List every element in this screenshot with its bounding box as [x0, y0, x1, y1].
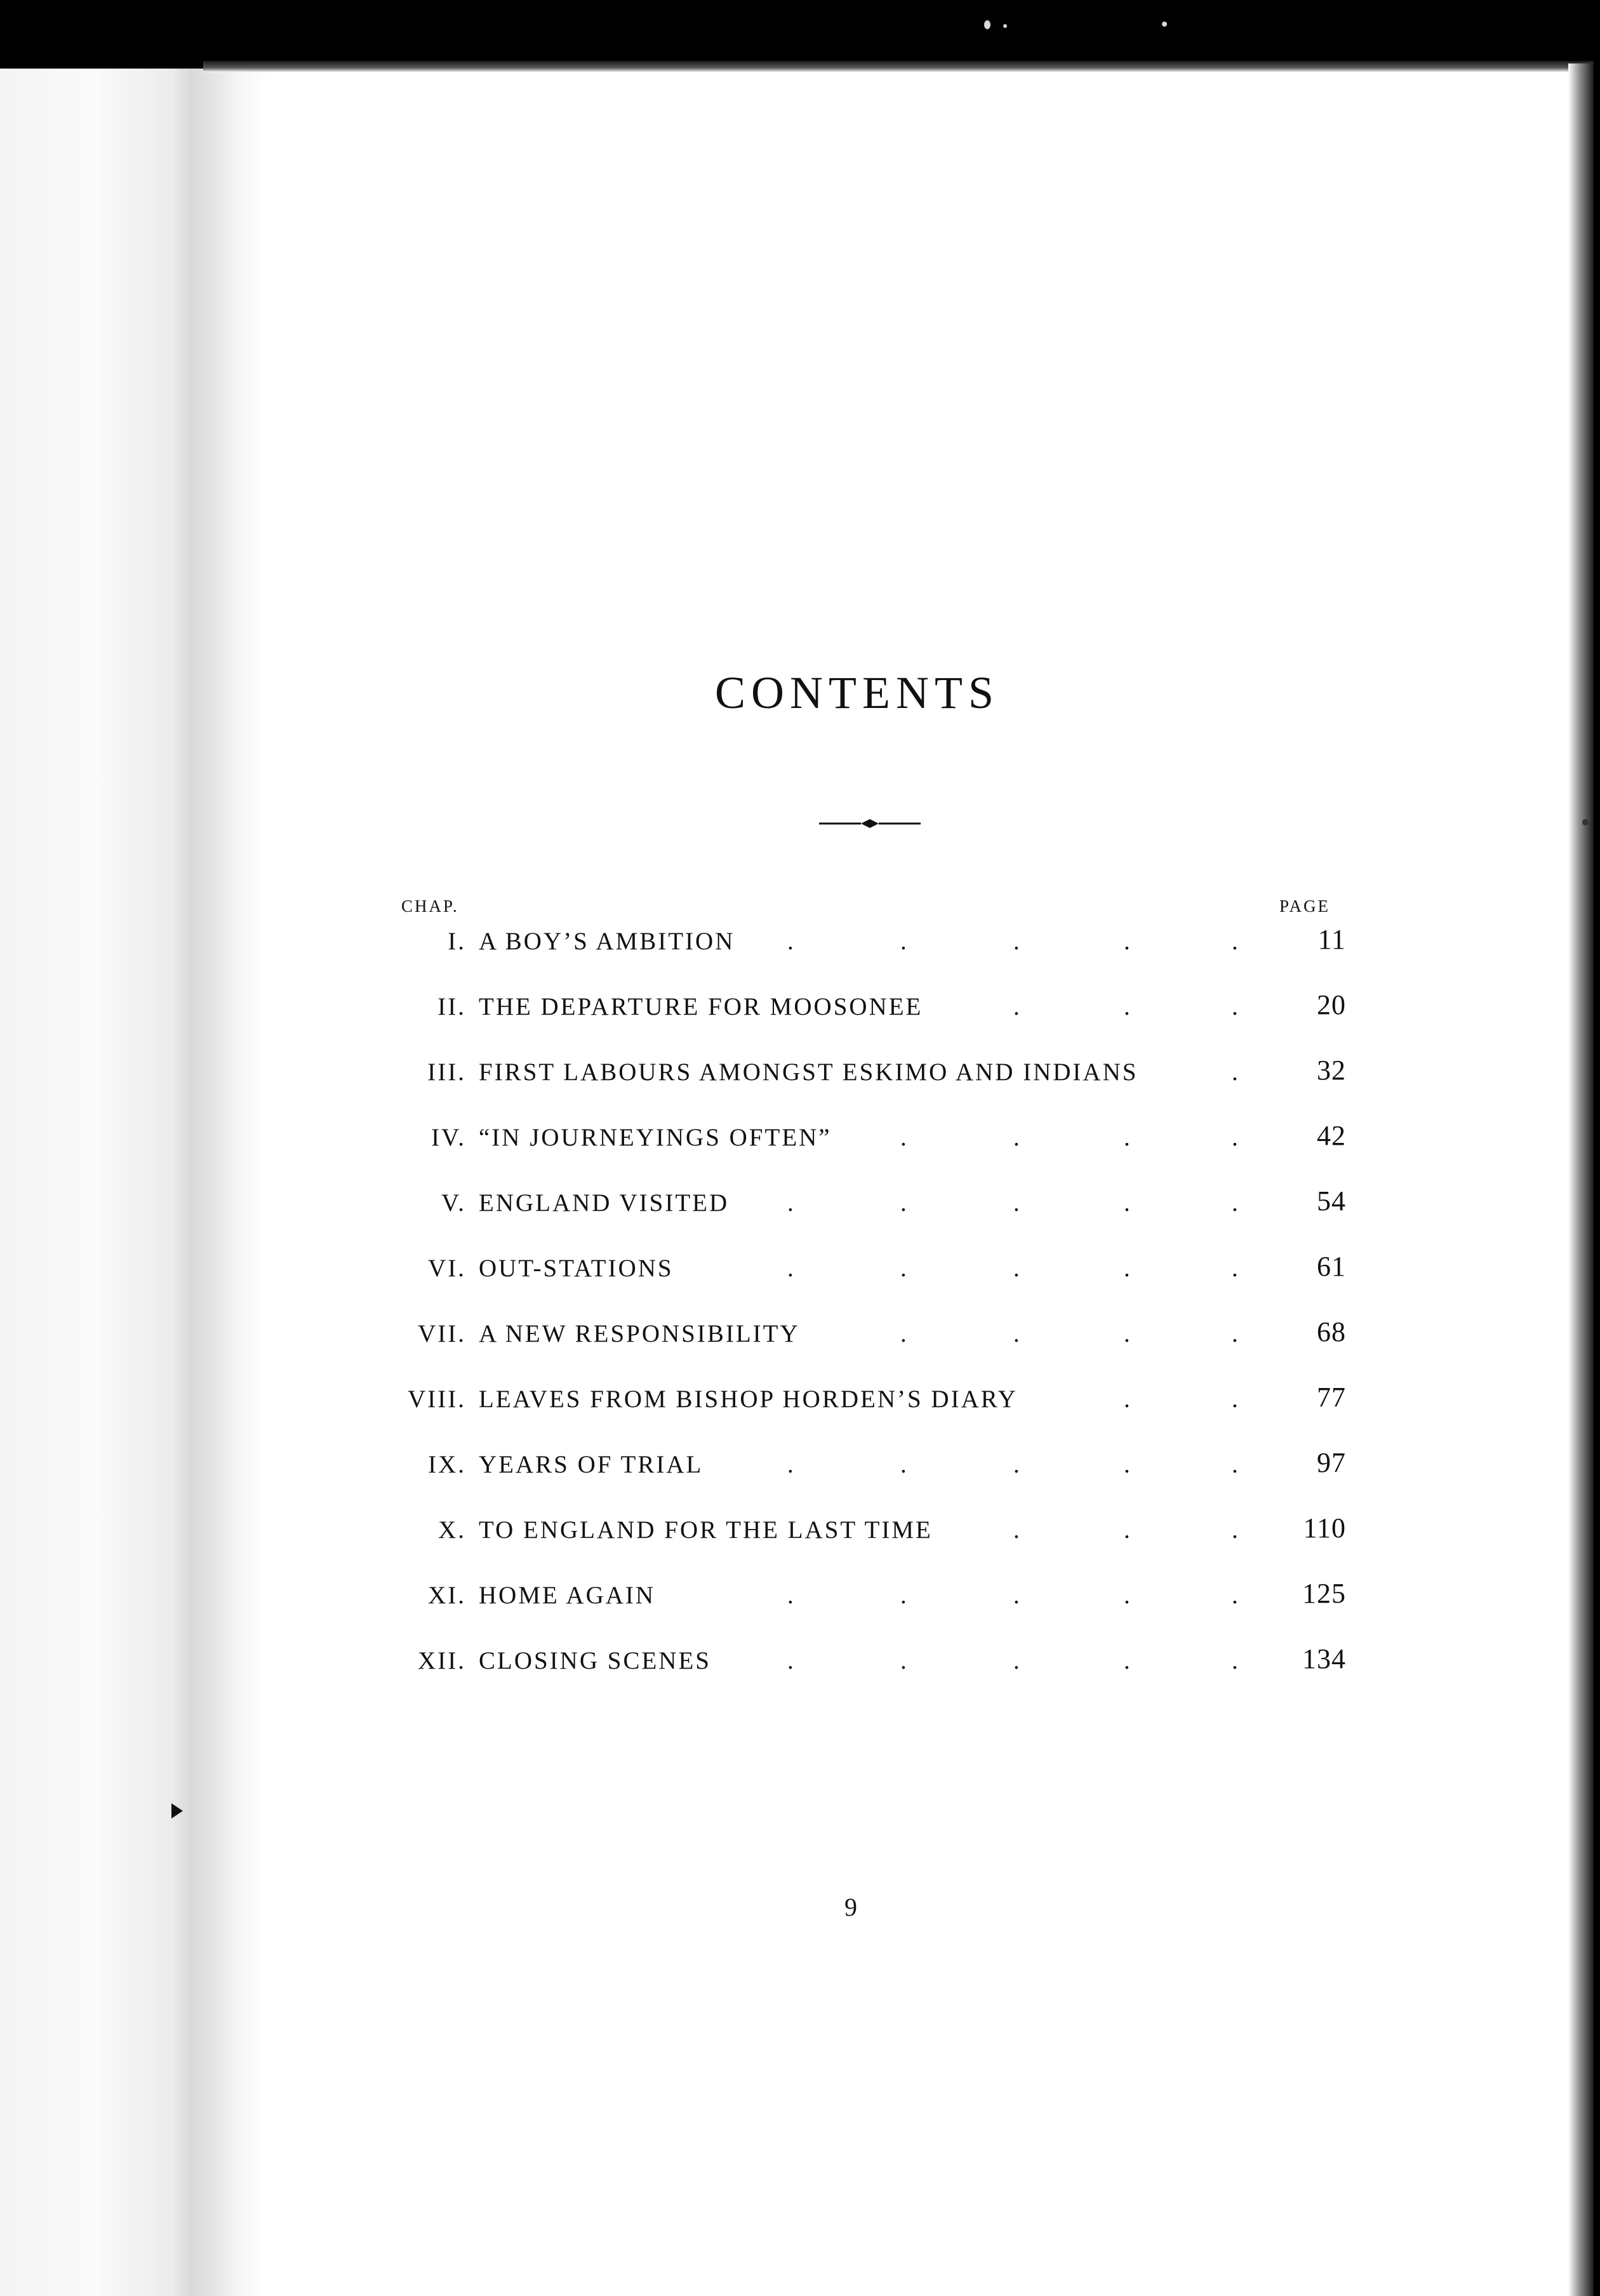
leader-dot: .	[1124, 1255, 1132, 1282]
chapter-title: LEAVES FROM BISHOP HORDEN’S DIARY	[479, 1385, 1018, 1413]
leader-dot: .	[787, 1189, 796, 1217]
leader-dot: .	[1124, 1189, 1132, 1217]
toc-entry	[381, 1578, 1346, 1619]
leader-dot: .	[900, 1320, 909, 1347]
leader-dot: .	[1124, 1451, 1132, 1478]
leader-dot: .	[1013, 1255, 1022, 1282]
leader-dot: .	[1232, 993, 1240, 1020]
toc-entry	[381, 1382, 1346, 1423]
spine-mark	[171, 1803, 183, 1819]
column-head-chapter: CHAP.	[401, 897, 459, 916]
page-ref: 54	[1317, 1185, 1346, 1217]
leader-dot: .	[1124, 1385, 1132, 1413]
leader-dot: .	[1232, 1451, 1240, 1478]
leader-dot: .	[1013, 1516, 1022, 1544]
leader-dot: .	[1124, 928, 1132, 955]
chapter-number: I.	[448, 928, 466, 955]
chapter-title: A NEW RESPONSIBILITY	[479, 1320, 800, 1347]
chapter-title: TO ENGLAND FOR THE LAST TIME	[479, 1516, 933, 1544]
page-ref: 42	[1317, 1120, 1346, 1151]
leader-dot: .	[1124, 1582, 1132, 1609]
leader-dot: .	[787, 1582, 796, 1609]
leader-dot: .	[900, 1255, 909, 1282]
binding-shadow	[0, 69, 267, 2296]
leader-dot: .	[1124, 1124, 1132, 1151]
chapter-number: X.	[438, 1516, 466, 1544]
chapter-title: ENGLAND VISITED	[479, 1189, 730, 1217]
toc-entry	[381, 1185, 1346, 1227]
page-ref: 125	[1302, 1578, 1346, 1609]
page-title: CONTENTS	[715, 667, 999, 718]
leader-dot: .	[787, 1647, 796, 1674]
leader-dot: .	[1232, 1124, 1240, 1151]
page-ref: 11	[1317, 924, 1346, 955]
leader-dot: .	[1232, 928, 1240, 955]
chapter-number: III.	[427, 1058, 466, 1086]
page-right-edge	[1568, 63, 1594, 2296]
leader-dot: .	[1124, 1320, 1132, 1347]
leader-dot: .	[1013, 1451, 1022, 1478]
page-ref: 20	[1317, 989, 1346, 1020]
chapter-title: OUT-STATIONS	[479, 1255, 674, 1282]
leader-dot: .	[1232, 1058, 1240, 1086]
leader-dot: .	[1124, 993, 1132, 1020]
chapter-title: HOME AGAIN	[479, 1582, 656, 1609]
page-ref: 77	[1317, 1382, 1346, 1413]
chapter-number: VI.	[428, 1255, 466, 1282]
page-ref: 134	[1302, 1643, 1346, 1674]
page-ref: 110	[1303, 1512, 1346, 1544]
edge-speck	[1582, 819, 1589, 825]
leader-dot: .	[1232, 1320, 1240, 1347]
leader-dot: .	[1013, 928, 1022, 955]
chapter-number: V.	[441, 1189, 466, 1217]
chapter-title: THE DEPARTURE FOR MOOSONEE	[479, 993, 923, 1020]
leader-dot: .	[900, 1124, 909, 1151]
chapter-title: “IN JOURNEYINGS OFTEN”	[479, 1124, 832, 1151]
toc-entry	[381, 1643, 1346, 1685]
ornament-rule-icon	[819, 814, 921, 833]
page-ref: 32	[1317, 1055, 1346, 1086]
chapter-number: IX.	[428, 1451, 466, 1478]
toc-entry	[381, 1316, 1346, 1358]
toc-entry	[381, 1512, 1346, 1554]
chapter-number: VIII.	[408, 1385, 466, 1413]
leader-dot: .	[900, 1582, 909, 1609]
chapter-number: II.	[437, 993, 466, 1020]
page-top-edge	[203, 61, 1594, 72]
leader-dot: .	[1232, 1582, 1240, 1609]
chapter-title: CLOSING SCENES	[479, 1647, 711, 1674]
leader-dot: .	[1013, 1189, 1022, 1217]
leader-dot: .	[900, 928, 909, 955]
toc-entry	[381, 989, 1346, 1031]
chapter-number: XII.	[418, 1647, 466, 1674]
top-specks	[984, 19, 1175, 44]
leader-dot: .	[787, 928, 796, 955]
leader-dot: .	[1013, 1124, 1022, 1151]
leader-dot: .	[900, 1647, 909, 1674]
page-number: 9	[844, 1893, 857, 1921]
chapter-number: XI.	[428, 1582, 466, 1609]
leader-dot: .	[787, 1255, 796, 1282]
chapter-title: FIRST LABOURS AMONGST ESKIMO AND INDIANS	[479, 1058, 1138, 1086]
leader-dot: .	[1013, 1320, 1022, 1347]
leader-dot: .	[1232, 1647, 1240, 1674]
toc-entry	[381, 1447, 1346, 1488]
page-ref: 68	[1317, 1316, 1346, 1347]
toc-entry	[381, 1055, 1346, 1096]
column-head-page: PAGE	[1279, 897, 1331, 916]
page-ref: 61	[1317, 1251, 1346, 1282]
page-ref: 97	[1317, 1447, 1346, 1478]
toc-entry	[381, 1251, 1346, 1292]
chapter-number: IV.	[431, 1124, 466, 1151]
leader-dot: .	[1124, 1516, 1132, 1544]
leader-dot: .	[1013, 1582, 1022, 1609]
leader-dot: .	[1013, 993, 1022, 1020]
leader-dot: .	[900, 1189, 909, 1217]
leader-dot: .	[787, 1451, 796, 1478]
toc-entry	[381, 1120, 1346, 1161]
leader-dot: .	[1013, 1647, 1022, 1674]
leader-dot: .	[1232, 1516, 1240, 1544]
leader-dot: .	[1232, 1255, 1240, 1282]
leader-dot: .	[900, 1451, 909, 1478]
chapter-title: A BOY’S AMBITION	[479, 928, 735, 955]
toc-entry	[381, 924, 1346, 965]
chapter-title: YEARS OF TRIAL	[479, 1451, 703, 1478]
leader-dot: .	[1124, 1647, 1132, 1674]
leader-dot: .	[1232, 1385, 1240, 1413]
leader-dot: .	[1232, 1189, 1240, 1217]
chapter-number: VII.	[418, 1320, 466, 1347]
